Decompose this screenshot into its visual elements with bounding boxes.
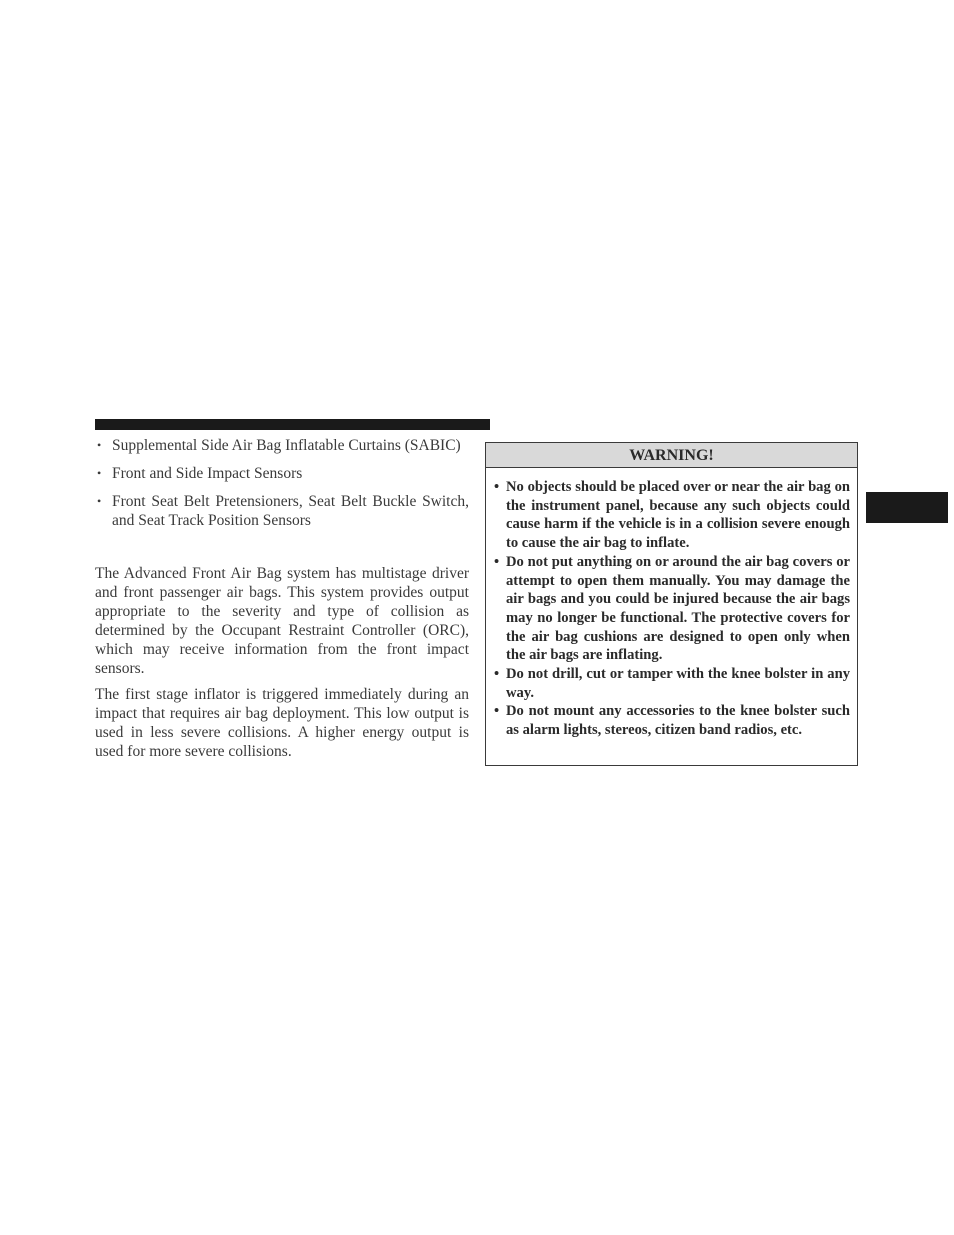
list-item-text: Supplemental Side Air Bag Inflatable Curtains (SABIC) [112, 437, 461, 454]
component-list [95, 436, 469, 530]
warning-item [494, 702, 850, 739]
bullet-icon: • [494, 479, 500, 495]
list-item-text: Front Seat Belt Pretensioners, Seat Belt Buckle Switch, and Seat Track Position Sensors [112, 493, 469, 529]
warning-item [494, 553, 850, 665]
list-item-text: Front and Side Impact Sensors [112, 465, 303, 482]
warning-item-text: Do not put anything on or around the air bag covers or attempt to open them manually. You may damage the air bags and you could be injured because the air bags may no longer be functional. The protective covers for the air bag cushions are designed to open only when the air bags are inflating. [506, 553, 850, 664]
bullet-icon: • [494, 553, 500, 570]
warning-list [486, 468, 857, 740]
bullet-icon: • [97, 466, 102, 480]
warning-item [494, 478, 850, 553]
body-paragraph: The first stage inflator is triggered immediately during an impact that requires air bag deployment. This low output is used in less severe collisions. A higher energy output is used for more severe collisions. [95, 686, 469, 760]
bullet-icon: • [97, 494, 102, 508]
body-paragraph: The Advanced Front Air Bag system has multistage driver and front passenger air bags. This system provides output appropriate to the severity and type of collision as determined by the Occupant Restraint Controller (ORC), which may receive information from the front impact sensors. [95, 565, 469, 677]
warning-item-text: Do not drill, cut or tamper with the knee bolster in any way. [506, 666, 850, 701]
list-item [95, 492, 469, 530]
warning-title: WARNING! [486, 443, 857, 468]
warning-item-text: No objects should be placed over or near the air bag on the instrument panel, because any such objects could cause harm if the vehicle is in a collision severe enough to cause the air bag to inflate. [506, 479, 850, 552]
bullet-icon: • [494, 666, 500, 683]
warning-item-text: Do not mount any accessories to the knee bolster such as alarm lights, stereos, citizen band radios, etc. [506, 703, 850, 739]
left-column [95, 436, 469, 761]
chapter-thumb-tab [866, 492, 948, 523]
warning-box [485, 442, 858, 766]
list-item [95, 436, 469, 455]
bullet-icon: • [494, 703, 500, 720]
section-header-rule [95, 419, 490, 430]
bullet-icon: • [97, 438, 102, 452]
warning-item [494, 665, 850, 702]
list-item [95, 464, 469, 483]
